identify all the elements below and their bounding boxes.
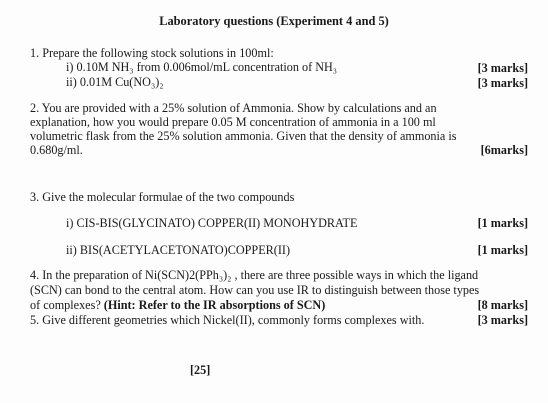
question-4-marks: [8 marks] (477, 298, 528, 312)
question-3-part-ii: ii) BIS(ACETYLACETONATO)COPPER(II) (66, 243, 290, 257)
question-1-part-ii: ii) 0.01M Cu(NO₃)₂ (66, 75, 164, 89)
question-4-line-1: 4. In the preparation of Ni(SCN)2(PPh₃)₂ , there are three possible ways in which the ligand (30, 268, 479, 282)
question-1-part-i: i) 0.10M NH₃ from 0.006mol/mL concentration of NH₃ (66, 60, 338, 74)
question-2-line-4: 0.680g/ml. (30, 143, 83, 157)
question-2-line-1: 2. You are provided with a 25% solution of Ammonia. Show by calculations and an (30, 101, 437, 115)
question-2-line-2: explanation, how you would prepare 0.05 M concentration of ammonia in a 100 ml (30, 115, 436, 129)
question-2-marks: [6marks] (480, 143, 528, 157)
question-3-part-i-marks: [1 marks] (477, 216, 528, 230)
question-5-marks: [3 marks] (477, 313, 528, 327)
question-2-line-3: volumetric flask from the 25% solution ammonia. Given that the density of ammonia is (30, 129, 457, 143)
question-3-part-i: i) CIS-BIS(GLYCINATO) COPPER(II) MONOHYDRATE (66, 216, 358, 230)
question-4-hint: (Hint: Refer to the IR absorptions of SCN) (103, 298, 326, 312)
question-4-line-3-text: of complexes? (30, 298, 104, 312)
question-4-line-3 (30, 298, 325, 313)
total-marks: [25] (190, 363, 211, 377)
question-4-line-2: (SCN) can bond to the central atom. How can you use IR to distinguish between those types (30, 283, 480, 297)
question-5-text: 5. Give different geometries which Nickel(II), commonly forms complexes with. (30, 313, 425, 327)
question-3-part-ii-marks: [1 marks] (477, 243, 528, 257)
page-title: Laboratory questions (Experiment 4 and 5) (159, 14, 389, 28)
question-3-text: 3. Give the molecular formulae of the two compounds (30, 190, 295, 204)
question-1-part-i-marks: [3 marks] (477, 61, 528, 75)
question-1-part-ii-marks: [3 marks] (477, 76, 528, 90)
question-1-text: 1. Prepare the following stock solutions in 100ml: (30, 46, 274, 60)
